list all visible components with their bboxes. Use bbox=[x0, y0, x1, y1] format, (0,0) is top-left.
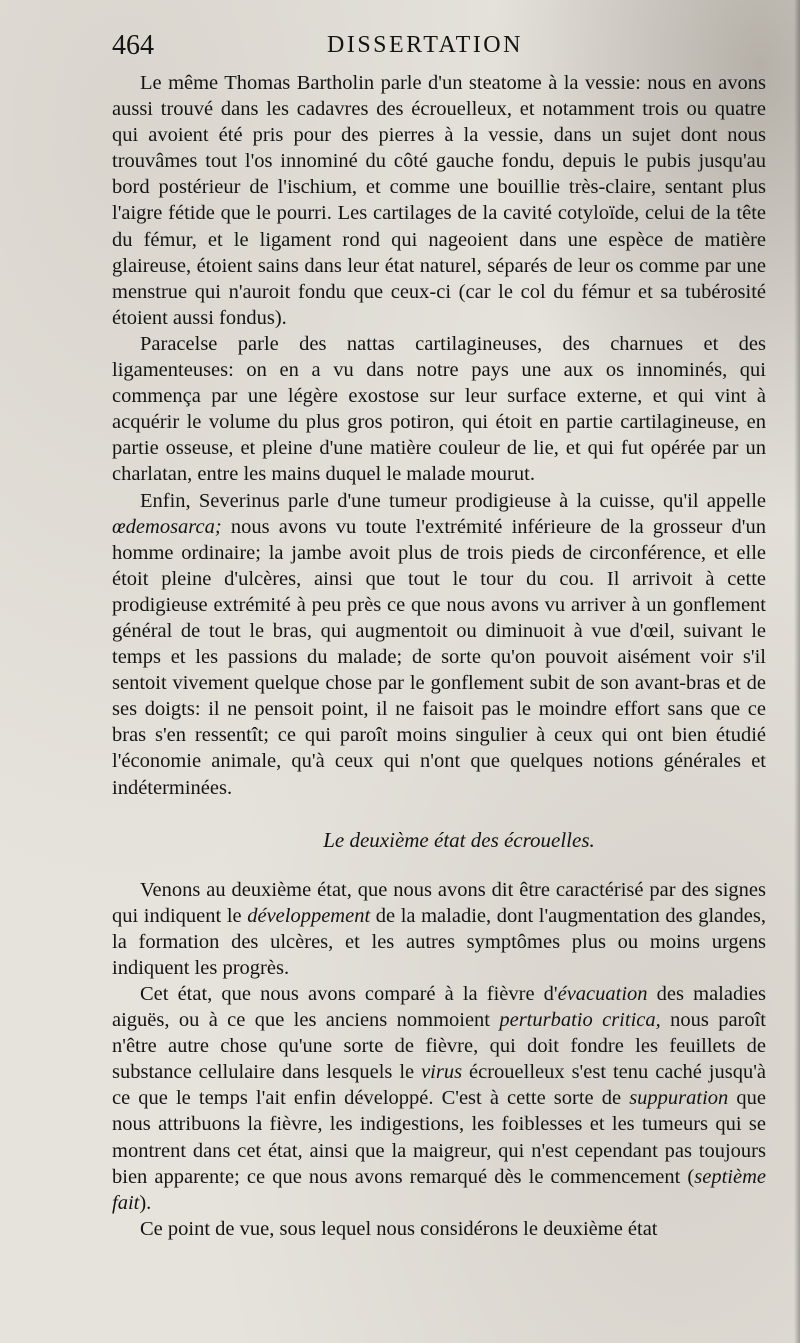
italic-term: septième fait bbox=[112, 1165, 766, 1214]
page-header bbox=[112, 30, 766, 70]
paragraph-bartholin: Le même Thomas Bartholin parle d'un steatome à la vessie: nous en avons aussi trouvé dans les cadavres des écrouelleux, et notamment trois ou quatre qui avoient été pris pour des pierres à la vessie, dans un sujet dont nous trouvâmes tout l'os innominé du côté gauche fondu, depuis le pubis jusqu'au bord postérieur de l'ischium, et comme une bouillie très-claire, sentant plus l'aigre fétide que le pourri. Les cartilages de la cavité cotyloïde, celui de la tête du fémur, et le ligament rond qui nageoient dans une espèce de matière glaireuse, étoient sains dans leur état naturel, séparés de leur os comme par une menstrue qui n'auroit fondu que ceux-ci (car le col du fémur et sa tubérosité étoient aussi fondus). bbox=[112, 72, 766, 329]
page-edge-shadow bbox=[794, 0, 800, 1343]
text-run: Cet état, que nous avons comparé à la fièvre d' bbox=[140, 983, 558, 1005]
text-run: Venons au deuxième état, que nous avons dit être caractérisé par des signes qui indiquent le bbox=[112, 878, 766, 927]
text-run: nous paroît n'être autre chose qu'une sorte de fièvre, qui doit fondre les feuillets de substance cellulaire dans lesquels le bbox=[112, 1009, 767, 1084]
body-text bbox=[112, 70, 766, 1242]
section-heading: Le deuxième état des écrouelles. bbox=[323, 827, 595, 852]
paragraph-ce-point: Ce point de vue, sous lequel nous considérons le deuxième état bbox=[140, 1217, 658, 1240]
text-run: écrouelleux s'est tenu caché jusqu'à ce que le temps l'ait enfin développé. C'est à cette sorte de bbox=[112, 1061, 766, 1110]
italic-term: développement bbox=[247, 904, 371, 927]
page-number: 464 bbox=[112, 30, 154, 61]
paragraph-paracelse: Paracelse parle des nattas cartilagineuses, des charnues et des ligamenteuses: on en a vu dans notre pays une aux os innominés, qui commença par une légère exostose sur leur surface externe, et qui vint à acquérir le volume du plus gros potiron, qui étoit en partie cartilagineuse, en partie osseuse, et pleine d'une matière couleur de lie, et qui fut opérée par un charlatan, entre les mains duquel le malade mourut. bbox=[112, 332, 766, 486]
paragraph-deuxieme-etat bbox=[112, 877, 766, 981]
text-run: nous avons vu toute l'extrémité inférieure de la grosseur d'un homme ordinaire; la jambe avoit plus de trois pieds de circonférence, et elle étoit pleine d'ulcères, ainsi que tout le tour du cou. Il arrivoit à cette prodigieuse extrémité à peu près ce que nous avons vu arriver à un gonflement général de tout le bras, qui augmentoit ou diminuoit à vue d'œil, suivant le temps et les passions du malade; de sorte qu'on pouvoit aisément voir s'il sentoit vivement quelque chose par le gonflement subit de son avant-bras et de ses doigts: il ne pensoit point, il ne faisoit pas le moindre effort sans que ce bras s'en ressentît; ce qui paroît moins singulier à ceux qui ont bien étudié l'économie animale, qu'à ceux qui n'ont que quelques notions générales et indéterminées. bbox=[112, 515, 766, 799]
text-run: Enfin, Severinus parle d'une tumeur prodigieuse à la cuisse, qu'il appelle bbox=[140, 489, 766, 512]
italic-term: perturbatio critica, bbox=[499, 1009, 661, 1032]
text-run: des maladies aiguës, ou à ce que les anciens nommoient bbox=[112, 983, 766, 1032]
text-run: ). bbox=[139, 1191, 152, 1214]
italic-term: suppuration bbox=[629, 1087, 729, 1110]
running-head: DISSERTATION bbox=[327, 32, 523, 58]
paragraph-severinus bbox=[112, 488, 766, 801]
paragraph-cet-etat bbox=[112, 981, 766, 1216]
italic-term: virus bbox=[421, 1061, 463, 1084]
italic-term: évacuation bbox=[557, 983, 648, 1005]
italic-term: œdemosarca; bbox=[112, 515, 222, 538]
text-run: de la maladie, dont l'augmentation des glandes, la formation des ulcères, et les autres symptômes plus ou moins urgens indiquent les progrès. bbox=[112, 904, 766, 979]
text-run: que nous attribuons la fièvre, les indigestions, les foiblesses et les tumeurs qui se montrent dans cet état, ainsi que la maigreur, qui n'est cependant pas toujours bien apparente; ce que nous avons remarqué dès le commencement ( bbox=[112, 1087, 766, 1188]
